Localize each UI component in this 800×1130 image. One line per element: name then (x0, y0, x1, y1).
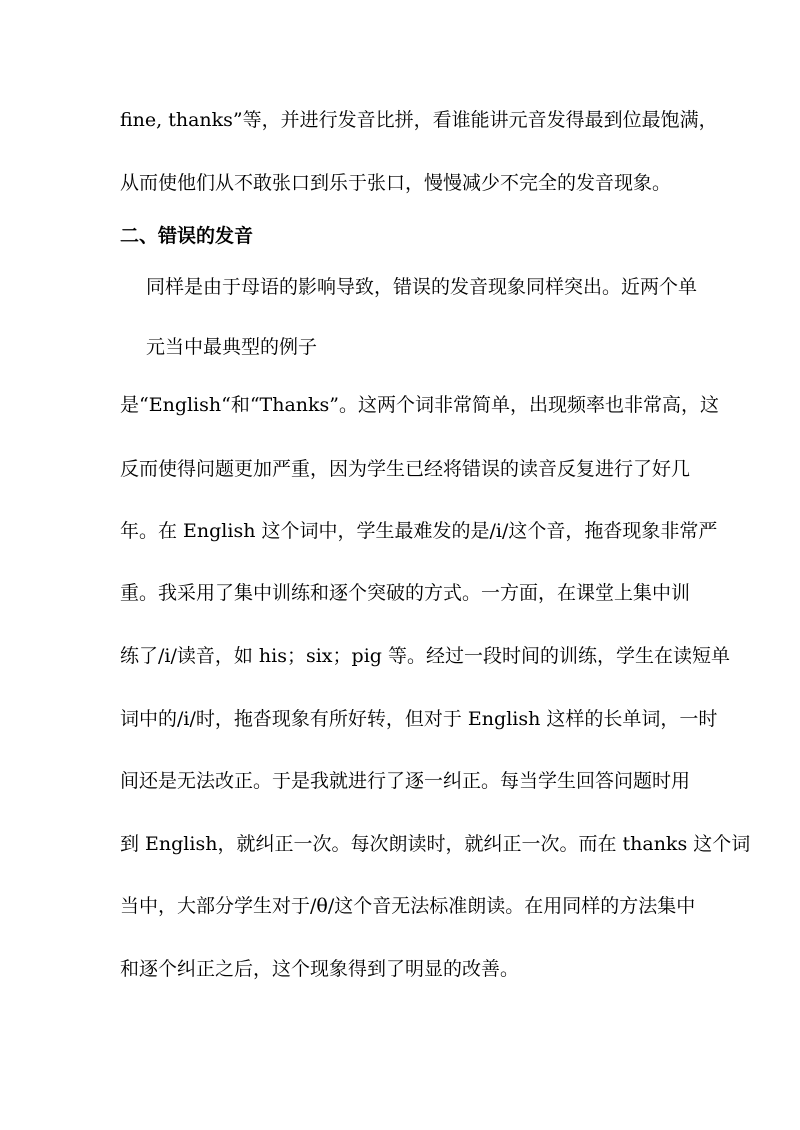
paragraph-2-line-5: 年。在 English 这个词中，学生最难发的是/i/这个音，拖沓现象非常严 (120, 520, 718, 542)
paragraph-1-line-2: 从而使他们从不敢张口到乐于张口，慢慢减少不完全的发音现象。 (120, 172, 672, 194)
paragraph-2-line-8: 词中的/i/时，拖沓现象有所好转，但对于 English 这样的长单词，一时 (120, 708, 718, 730)
paragraph-2-line-6: 重。我采用了集中训练和逐个突破的方式。一方面，在课堂上集中训 (120, 582, 691, 604)
paragraph-2-line-9: 间还是无法改正。于是我就进行了逐一纠正。每当学生回答问题时用 (120, 770, 691, 792)
paragraph-2-line-12: 和逐个纠正之后，这个现象得到了明显的改善。 (120, 958, 520, 980)
paragraph-2-line-3: 是“English“和“Thanks”。这两个词非常简单，出现频率也非常高，这 (120, 394, 720, 416)
paragraph-2-line-10: 到 English，就纠正一次。每次朗读时，就纠正一次。而在 thanks 这个词 (120, 833, 751, 855)
paragraph-2-line-11: 当中，大部分学生对于/θ/这个音无法标准朗读。在用同样的方法集中 (120, 895, 696, 917)
paragraph-2-line-4: 反而使得问题更加严重，因为学生已经将错误的读音反复进行了好几 (120, 458, 691, 480)
paragraph-1-line-1: fine, thanks”等，并进行发音比拼，看谁能讲元音发得最到位最饱满， (120, 109, 718, 131)
paragraph-2-line-2: 元当中最典型的例子 (146, 336, 318, 358)
section-heading: 二、错误的发音 (120, 225, 254, 247)
paragraph-2-line-7: 练了/i/读音，如 his；six；pig 等。经过一段时间的训练，学生在读短单 (120, 645, 730, 667)
paragraph-2-line-1: 同样是由于母语的影响导致，错误的发音现象同样突出。近两个单 (146, 276, 698, 298)
